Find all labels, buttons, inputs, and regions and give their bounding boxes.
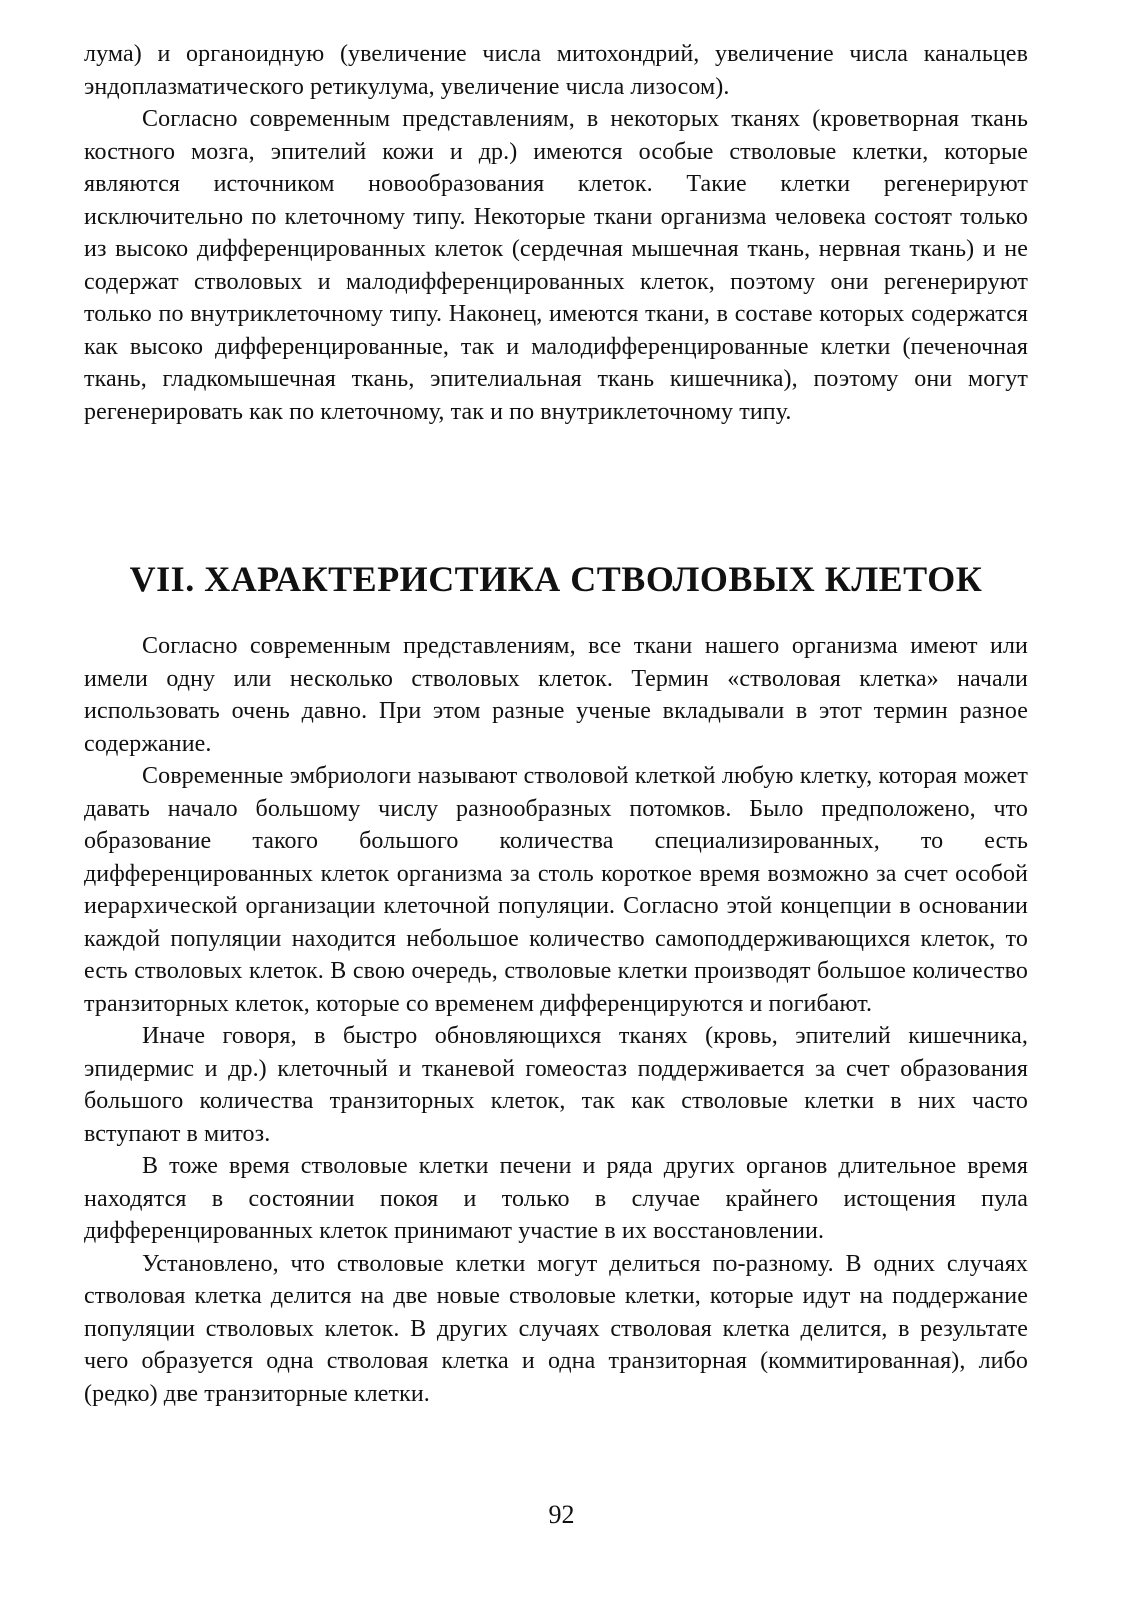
section-paragraph-5: Установлено, что стволовые клетки могут делиться по-разному. В одних случаях стволовая клетка делится на две новые стволовые клетки, которые идут на поддержание популяции стволовых клеток. В других случаях стволовая клетка делится, в результате чего образуется одна стволовая клетка и одна транзиторная (коммитированная), либо (редко) две транзиторные клетки. [84, 1250, 1028, 1407]
section-paragraph-3: Иначе говоря, в быстро обновляющихся тканях (кровь, эпителий кишечника, эпидермис и др.) клеточный и тканевой гомеостаз поддерживается за счет образования большого количества транзиторных клеток, так как стволовые клетки в них часто вступают в митоз. [84, 1023, 1028, 1147]
section-paragraph-2: Современные эмбриологи называют стволовой клеткой любую клетку, которая может давать начало большому числу разнообразных потомков. Было предположено, что образование такого большого количества специализированных, то есть дифференцированных клеток организма за столь короткое время возможно за счет особой иерархической организации клеточной популяции. Согласно этой концепции в основании каждой популяции находится небольшое количество самоподдерживающихся клеток, то есть стволовых клеток. В свою очередь, стволовые клетки производят большое количество транзиторных клеток, которые со временем дифференцируются и погибают. [84, 763, 1028, 1017]
continuation-paragraph: лума) и органоидную (увеличение числа митохондрий, увеличение числа канальцев эндоплазматического ретикулума, увеличение числа лизосом). [84, 41, 1028, 100]
page-number: 92 [548, 1500, 575, 1529]
section-text-block [84, 630, 1028, 1410]
section-title: VII. ХАРАКТЕРИСТИКА СТВОЛОВЫХ КЛЕТОК [129, 559, 983, 599]
section-paragraph-1: Согласно современным представлениям, все ткани нашего организма имеют или имели одну или несколько стволовых клеток. Термин «стволовая клетка» начали использовать очень давно. При этом разные ученые вкладывали в этот термин разное содержание. [84, 633, 1028, 757]
regeneration-paragraph: Согласно современным представлениям, в некоторых тканях (кроветворная ткань костного мозга, эпителий кожи и др.) имеются особые стволовые клетки, которые являются источником новообразования клеток. Такие клетки регенерируют исключительно по клеточному типу. Некоторые ткани организма человека состоят только из высоко дифференцированных клеток (сердечная мышечная ткань, нервная ткань) и не содержат стволовых и малодифференцированных клеток, поэтому они регенерируют только по внутриклеточному типу. Наконец, имеются ткани, в составе которых содержатся как высоко дифференцированные, так и малодифференцированные клетки (печеночная ткань, гладкомышечная ткань, эпителиальная ткань кишечника), поэтому они могут регенерировать как по клеточному, так и по внутриклеточному типу. [84, 106, 1028, 425]
top-text-block [84, 38, 1028, 428]
section-paragraph-4: В тоже время стволовые клетки печени и ряда других органов длительное время находятся в состоянии покоя и только в случае крайнего истощения пула дифференцированных клеток принимают участие в их восстановлении. [84, 1153, 1028, 1244]
